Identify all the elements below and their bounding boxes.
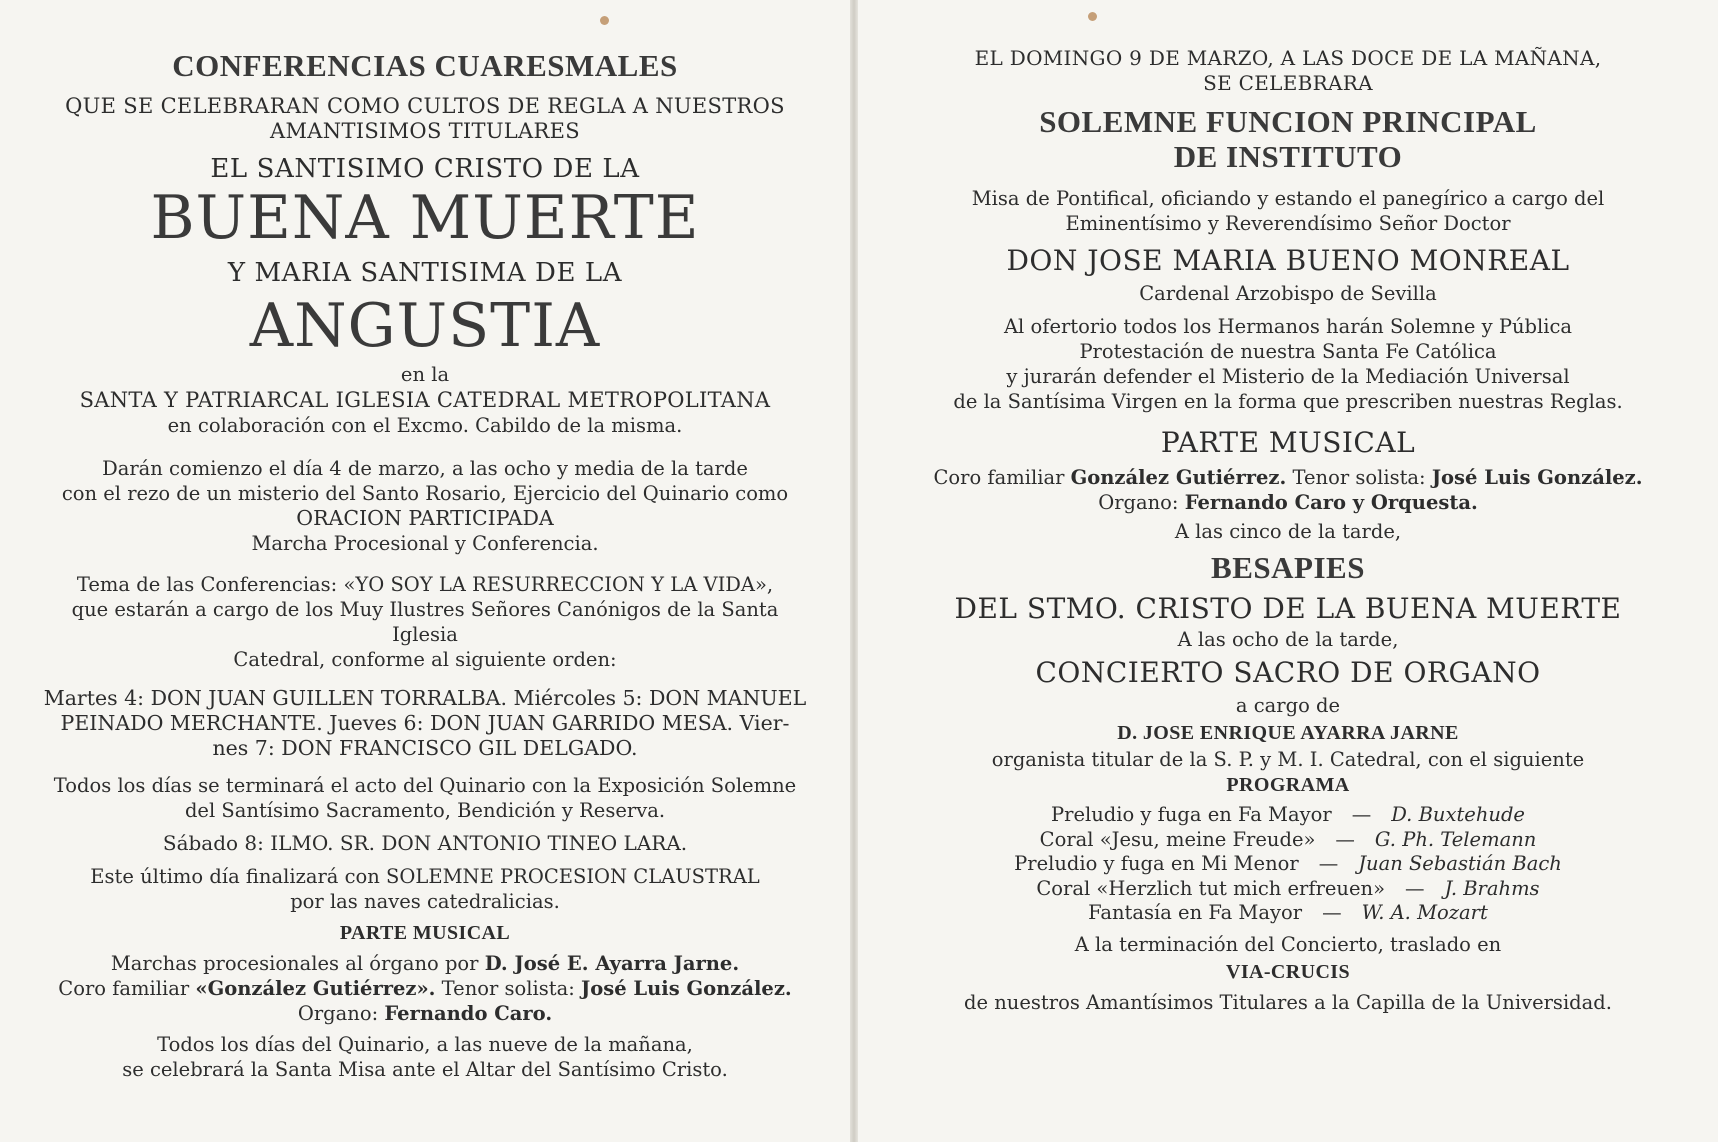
paragraph-line: y jurarán defender el Misterio de la Mediación Universal: [1006, 365, 1570, 388]
musical-performer: Fernando Caro.: [384, 1002, 553, 1025]
via-crucis-heading: VIA-CRUCIS: [1225, 960, 1350, 983]
paragraph-line: Darán comienzo el día 4 de marzo, a las ocho y media de la tarde: [102, 457, 748, 480]
musical-text: Coro familiar: [933, 466, 1071, 489]
paragraph-line: PEINADO MERCHANTE. Jueves 6: DON JUAN GARRIDO MESA. Vier-: [60, 711, 790, 735]
paragraph-line: Tema de las Conferencias: «YO SOY LA RESURRECCION Y LA VIDA»,: [76, 573, 774, 596]
page-fold: [850, 0, 858, 1142]
musical-performer: José Luis González.: [1431, 466, 1643, 489]
paragraph-line: Martes 4: DON JUAN GUILLEN TORRALBA. Miércoles 5: DON MANUEL: [43, 686, 807, 710]
iglesia-text: SANTA Y PATRIARCAL IGLESIA CATEDRAL METROPOLITANA: [79, 388, 771, 412]
angustia-heading: ANGUSTIA: [249, 291, 601, 361]
piece-composer: D. Buxtehude: [1391, 803, 1525, 826]
paragraph-line: Eminentísimo y Reverendísimo Señor Doctor: [1065, 212, 1511, 235]
orden-paragraph: [38, 686, 812, 761]
paragraph-line: Misa de Pontifical, oficiando y estando el panegírico a cargo del: [971, 187, 1605, 210]
piece-title: Coral «Jesu, meine Freude»: [1039, 827, 1316, 851]
paragraph-line: Este último día finalizará con SOLEMNE PROCESION CLAUSTRAL: [90, 865, 760, 888]
paragraph-line: ORACION PARTICIPADA: [296, 506, 554, 530]
piece-title: Coral «Herzlich tut mich erfreuen»: [1036, 876, 1386, 900]
separator-dash: —: [1318, 852, 1339, 875]
comienzo-paragraph: [38, 456, 812, 556]
todos-paragraph: [38, 773, 812, 823]
piece-composer: W. A. Mozart: [1361, 901, 1488, 924]
tema-paragraph: [38, 572, 812, 672]
cardenal-title: Cardenal Arzobispo de Sevilla: [1139, 282, 1437, 305]
buena-muerte-heading: BUENA MUERTE: [150, 183, 700, 253]
programa-list: [1014, 803, 1562, 926]
musical-performer: José Luis González.: [581, 977, 792, 1000]
musical-text: Coro familiar: [58, 977, 196, 1000]
piece-composer: J. Brahms: [1444, 876, 1540, 900]
sabado-text: Sábado 8: ILMO. SR. DON ANTONIO TINEO LARA.: [162, 831, 688, 855]
parte-musical-title: PARTE MUSICAL: [339, 922, 511, 944]
programa-item: [1014, 828, 1562, 853]
besapies-sub: DEL STMO. CRISTO DE LA BUENA MUERTE: [954, 592, 1622, 625]
programa-item: [1014, 877, 1562, 902]
piece-title: Preludio y fuga en Fa Mayor: [1051, 803, 1332, 826]
musical-text: Tenor solista:: [1286, 466, 1432, 489]
misa-paragraph: [886, 186, 1690, 236]
organista-desc: organista titular de la S. P. y M. I. Catedral, con el siguiente: [991, 748, 1585, 771]
besapies-heading: BESAPIES: [1211, 550, 1365, 585]
cardenal-name: DON JOSE MARIA BUENO MONREAL: [1006, 244, 1570, 277]
musical-text: Marchas procesionales al órgano por: [110, 952, 485, 975]
paragraph-line: Protestación de nuestra Santa Fe Católica: [1079, 340, 1497, 363]
musical-text: Tenor solista:: [435, 977, 581, 1000]
musical-performer: «González Gutiérrez».: [195, 977, 436, 1000]
cinco-text: A las cinco de la tarde,: [1174, 520, 1402, 543]
paragraph-line: con el rezo de un misterio del Santo Rosario, Ejercicio del Quinario como: [61, 482, 789, 505]
heading-line: DE INSTITUTO: [1173, 139, 1403, 174]
paragraph-line: de la Santísima Virgen en la forma que prescriben nuestras Reglas.: [953, 390, 1623, 413]
a-cargo-text: a cargo de: [1235, 694, 1341, 717]
paragraph-line: Todos los días se terminará el acto del Quinario con la Exposición Solemne: [53, 774, 797, 797]
ultimo-paragraph: [38, 864, 812, 914]
conferencias-title: CONFERENCIAS CUARESMALES: [172, 48, 678, 83]
paragraph-line: SE CELEBRARA: [1203, 71, 1373, 95]
en-la-text: en la: [400, 363, 450, 386]
paragraph-line: Marcha Procesional y Conferencia.: [251, 532, 599, 555]
piece-composer: Juan Sebastián Bach: [1358, 852, 1562, 875]
right-page: [858, 0, 1718, 1142]
misa-paragraph: [38, 1032, 812, 1082]
musical-text: Organo:: [297, 1002, 385, 1025]
musical-text: Organo:: [1098, 491, 1185, 514]
programa-item: [1014, 803, 1562, 828]
musical-paragraph: [886, 465, 1690, 515]
piece-title: Preludio y fuga en Mi Menor: [1014, 852, 1299, 875]
organista-name: D. JOSE ENRIQUE AYARRA JARNE: [1117, 722, 1459, 744]
maria-heading: Y MARIA SANTISIMA DE LA: [227, 258, 623, 288]
programa-item: [1014, 901, 1562, 926]
separator-dash: —: [1335, 827, 1355, 851]
paragraph-line: nes 7: DON FRANCISCO GIL DELGADO.: [212, 736, 638, 760]
piece-title: Fantasía en Fa Mayor: [1088, 901, 1303, 924]
domingo-paragraph: [886, 46, 1690, 96]
intro-line: AMANTISIMOS TITULARES: [270, 119, 580, 143]
colaboracion-text: en colaboración con el Excmo. Cabildo de la misma.: [167, 414, 683, 437]
funcion-heading: [886, 104, 1690, 174]
musical-performer: González Gutiérrez.: [1070, 466, 1287, 489]
paragraph-line: EL DOMINGO 9 DE MARZO, A LAS DOCE DE LA MAÑANA,: [974, 46, 1602, 70]
intro-line: QUE SE CELEBRARAN COMO CULTOS DE REGLA A NUESTROS: [65, 94, 785, 118]
separator-dash: —: [1351, 803, 1372, 826]
paragraph-line: Todos los días del Quinario, a las nueve de la mañana,: [157, 1033, 693, 1056]
left-page: [0, 0, 850, 1142]
heading-line: SOLEMNE FUNCION PRINCIPAL: [1039, 104, 1537, 139]
ofertorio-paragraph: [886, 314, 1690, 414]
separator-dash: —: [1405, 876, 1425, 900]
musical-performer: D. José E. Ayarra Jarne.: [484, 952, 740, 975]
paragraph-line: por las naves catedralicias.: [290, 890, 560, 913]
paragraph-line: del Santísimo Sacramento, Bendición y Reserva.: [184, 799, 666, 822]
cristo-heading: EL SANTISIMO CRISTO DE LA: [210, 154, 640, 184]
final-text: de nuestros Amantísimos Titulares a la Capilla de la Universidad.: [964, 990, 1612, 1014]
paper-stain: [1088, 12, 1097, 21]
paragraph-line: Catedral, conforme al siguiente orden:: [233, 648, 617, 671]
musical-paragraph: [38, 951, 812, 1026]
paragraph-line: que estarán a cargo de los Muy Ilustres Señores Canónigos de la Santa Iglesia: [71, 598, 779, 646]
musical-performer: Fernando Caro y Orquesta.: [1184, 491, 1478, 514]
programa-title: PROGRAMA: [1226, 774, 1350, 796]
paragraph-line: Al ofertorio todos los Hermanos harán Solemne y Pública: [1003, 315, 1573, 338]
terminacion-text: A la terminación del Concierto, traslado en: [1074, 932, 1502, 956]
concierto-heading: CONCIERTO SACRO DE ORGANO: [1035, 656, 1541, 689]
paper-stain: [600, 16, 609, 25]
parte-musical-title: PARTE MUSICAL: [1160, 426, 1416, 459]
piece-composer: G. Ph. Telemann: [1374, 827, 1537, 851]
paragraph-line: se celebrará la Santa Misa ante el Altar del Santísimo Cristo.: [122, 1058, 728, 1081]
ocho-text: A las ocho de la tarde,: [1177, 628, 1399, 651]
separator-dash: —: [1322, 901, 1342, 924]
programa-item: [1014, 852, 1562, 877]
